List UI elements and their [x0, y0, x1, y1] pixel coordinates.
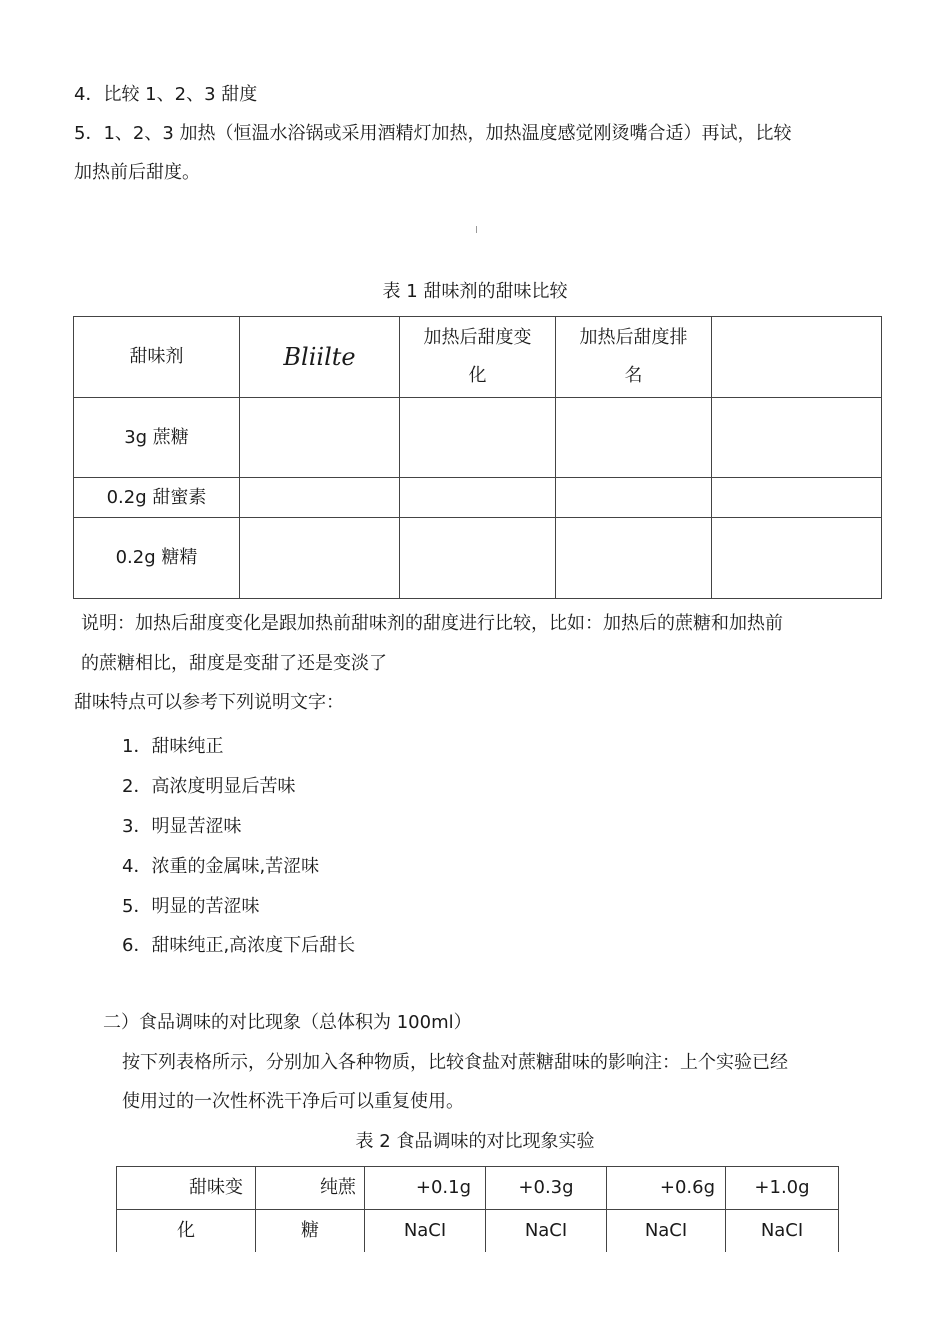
- table1-header-heat-change: 加热后甜度变 化: [400, 317, 556, 398]
- table-cell: [556, 478, 712, 518]
- table-cell: [240, 478, 400, 518]
- table-cell: +0.3g: [486, 1167, 607, 1210]
- table-row: [74, 478, 882, 518]
- list-item: 1．甜味纯正: [122, 736, 224, 757]
- table1: [73, 316, 882, 599]
- table-cell: 化: [117, 1210, 256, 1252]
- table2-caption: 表 2 食品调味的对比现象实验: [355, 1131, 595, 1152]
- table-cell: [240, 518, 400, 599]
- table-cell: 0.2g 甜蜜素: [74, 478, 240, 518]
- table1-header-sweetener: 甜味剂: [74, 317, 240, 398]
- reference-intro: 甜味特点可以参考下列说明文字：: [74, 692, 344, 713]
- list-item: 6．甜味纯正,高浓度下后甜长: [122, 935, 356, 956]
- note-line-2: 的蔗糖相比，甜度是变甜了还是变淡了: [81, 653, 387, 674]
- table1-header-heat-rank: 加热后甜度排 名: [556, 317, 712, 398]
- table-cell: NaCI: [486, 1210, 607, 1252]
- table-cell: 0.2g 糖精: [74, 518, 240, 599]
- table1-header-col2: Bliilte: [240, 317, 400, 398]
- section2-para-1: 按下列表格所示，分别加入各种物质，比较食盐对蔗糖甜味的影响注：上个实验已经: [122, 1052, 788, 1073]
- table-cell: 纯蔗: [256, 1167, 365, 1210]
- section2-para-2: 使用过的一次性杯洗干净后可以重复使用。: [122, 1091, 464, 1112]
- table-cell: 糖: [256, 1210, 365, 1252]
- table-row: [117, 1210, 839, 1252]
- table1-header-row: [74, 317, 882, 398]
- step-5: 5．1、2、3 加热（恒温水浴锅或采用酒精灯加热，加热温度感觉刚烫嘴合适）再试，比较: [74, 123, 792, 144]
- table1-caption: 表 1 甜味剂的甜味比较: [382, 281, 568, 302]
- table-cell: [556, 398, 712, 478]
- table1-header-col5: [712, 317, 882, 398]
- table-cell: [400, 398, 556, 478]
- table-cell: NaCI: [365, 1210, 486, 1252]
- table-cell: [400, 478, 556, 518]
- separator-mark: [476, 226, 477, 233]
- table-cell: +1.0g: [726, 1167, 839, 1210]
- table-cell: 甜味变: [117, 1167, 256, 1210]
- section2-heading: 二）食品调味的对比现象（总体积为 100ml）: [103, 1012, 472, 1033]
- step-5-cont: 加热前后甜度。: [74, 162, 200, 183]
- table-row: [117, 1167, 839, 1210]
- list-item: 3．明显苦涩味: [122, 816, 242, 837]
- table-cell: [712, 398, 882, 478]
- table-row: [74, 518, 882, 599]
- table-cell: [400, 518, 556, 599]
- table-cell: [240, 398, 400, 478]
- table-cell: NaCI: [607, 1210, 726, 1252]
- table-cell: +0.1g: [365, 1167, 486, 1210]
- table-cell: 3g 蔗糖: [74, 398, 240, 478]
- note-line-1: 说明：加热后甜度变化是跟加热前甜味剂的甜度进行比较，比如：加热后的蔗糖和加热前: [81, 613, 783, 634]
- table-row: [74, 398, 882, 478]
- list-item: 4．浓重的金属味,苦涩味: [122, 856, 320, 877]
- table-cell: +0.6g: [607, 1167, 726, 1210]
- step-4: 4．比较 1、2、3 甜度: [74, 84, 258, 105]
- list-item: 2．高浓度明显后苦味: [122, 776, 296, 797]
- table-cell: [712, 518, 882, 599]
- list-item: 5．明显的苦涩味: [122, 896, 260, 917]
- table-cell: [556, 518, 712, 599]
- table-cell: NaCI: [726, 1210, 839, 1252]
- table-cell: [712, 478, 882, 518]
- table2: [116, 1166, 839, 1252]
